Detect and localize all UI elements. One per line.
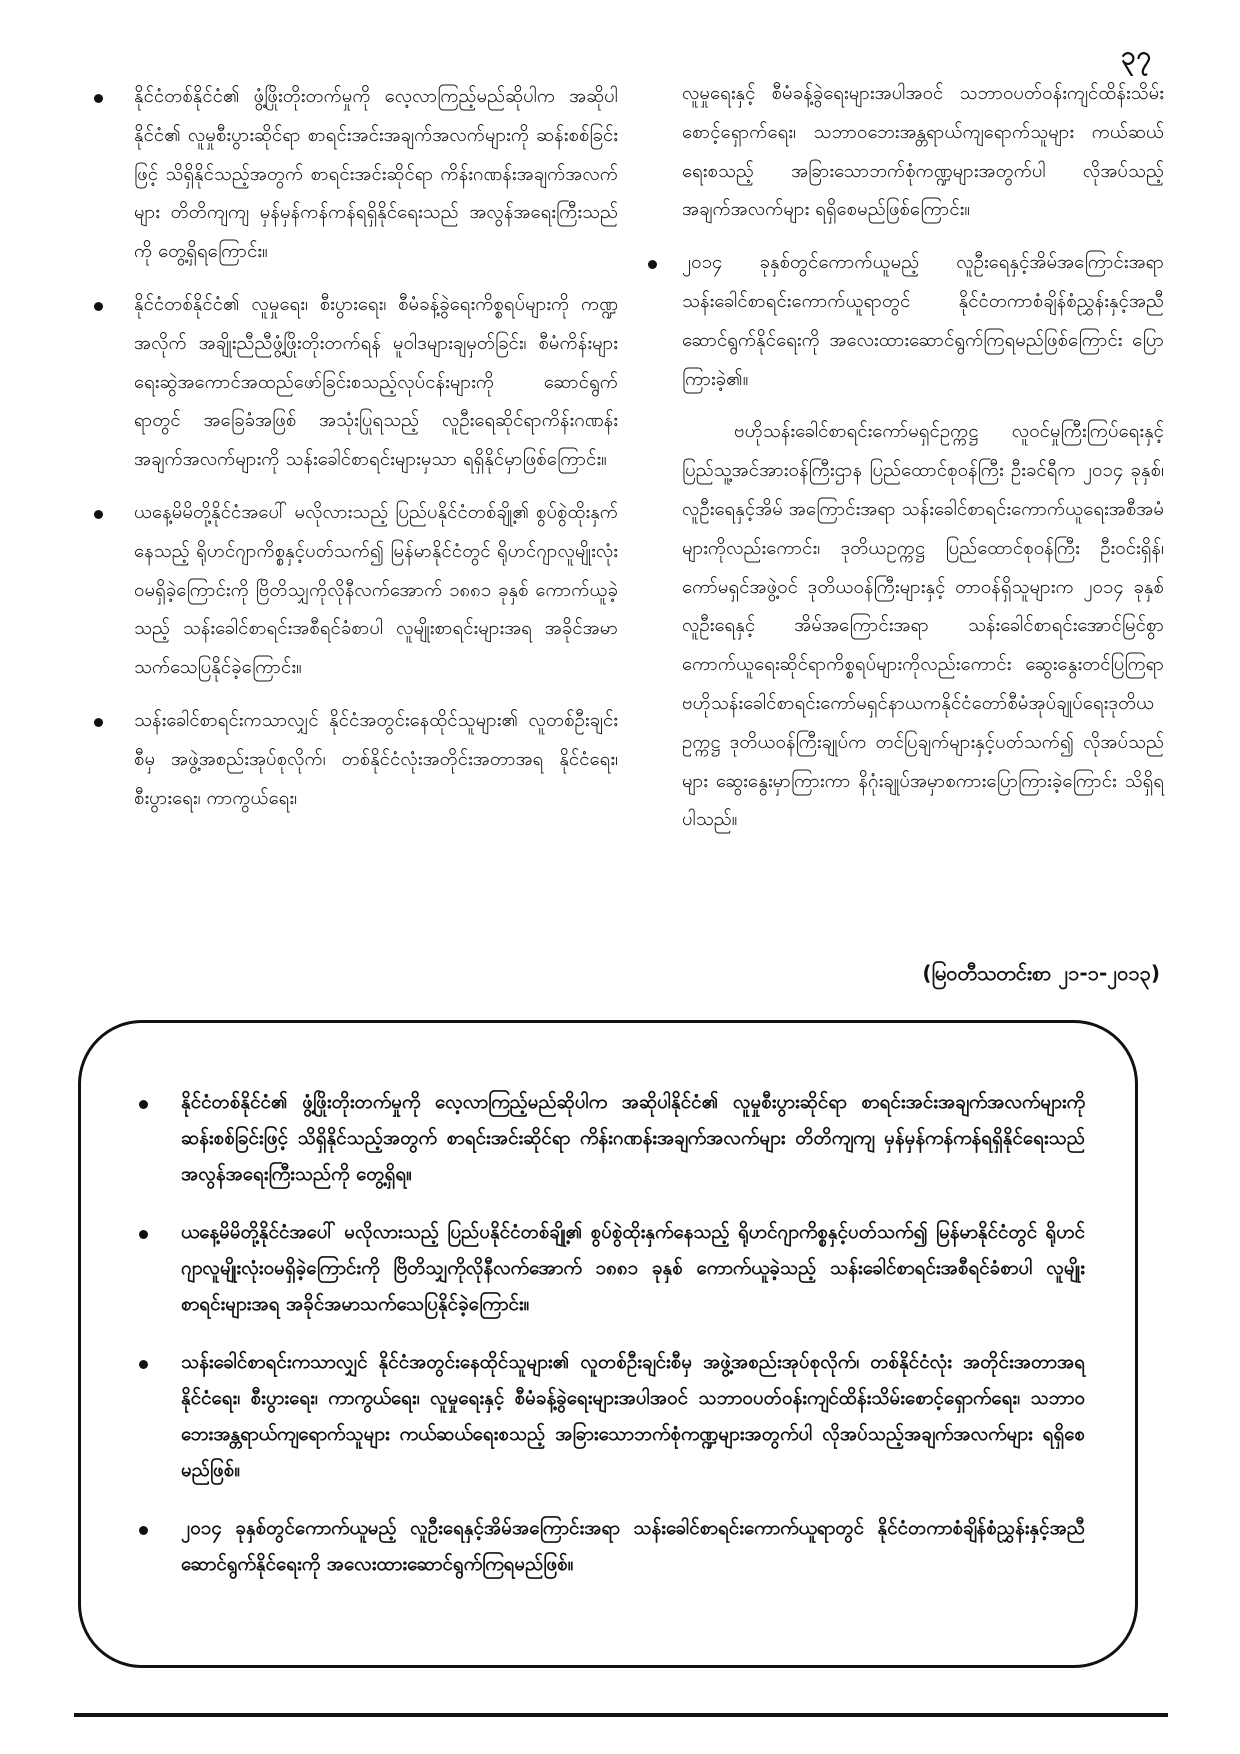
- summary-bullet-list: [131, 1085, 1085, 1583]
- right-column: [648, 75, 1164, 840]
- left-column: [88, 78, 618, 832]
- page-number: ၃၇: [1120, 41, 1152, 71]
- bullet-item: နိုင်ငံတစ်နိုင်ငံ၏ လူမှုရေး၊ စီးပွားရေး၊ စီမံခန့်ခွဲရေးကိစ္စရပ်များကို ကဏ္ဍအလိုက် အချိုးညီညီဖွံ့ဖြိုးတိုးတက်ရန် မူဝါဒများချမှတ်ခြင်း၊ စီမံကိန်းများရေးဆွဲအကောင်အထည်ဖော်ခြင်းစသည့်လုပ်ငန်းများကို ဆောင်ရွက်ရာတွင် အခြေခံအဖြစ် အသုံးပြုရသည့် လူဦးရေဆိုင်ရာကိန်းဂဏန်းအချက်အလက်များကို သန်းခေါင်စာရင်းများမှသာ ရရှိနိုင်မှာဖြစ်ကြောင်း။: [88, 286, 618, 480]
- left-bullet-list: [88, 78, 618, 818]
- right-bullet-list: [648, 244, 1164, 399]
- bullet-item: ၂၀၁၄ ခုနှစ်တွင်ကောက်ယူမည့် လူဦးရေနှင့်အိမ်အကြောင်းအရာ သန်းခေါင်စာရင်းကောက်ယူရာတွင် နိုင်ငံတကာစံချိန်စံညွှန်းနှင့်အညီ ဆောင်ရွက်နိုင်ရေးကို အလေးထားဆောင်ရွက်ကြရမည်ဖြစ်ကြောင်း ပြောကြားခဲ့၏။: [648, 244, 1164, 399]
- bullet-item: ယနေ့မိမိတို့နိုင်ငံအပေါ် မလိုလားသည့် ပြည်ပနိုင်ငံတစ်ချို့၏ စွပ်စွဲထိုးနှက်နေသည့် ရိုဟင်ဂျာကိစ္စနှင့်ပတ်သက်၍ မြန်မာနိုင်ငံတွင် ရိုဟင်ဂျာလူမျိုးလုံးဝမရှိခဲ့ကြောင်းကို ဗြိတိသျှကိုလိုနီလက်အောက် ၁၈၈၁ ခုနှစ် ကောက်ယူခဲ့သည့် သန်းခေါင်စာရင်းအစီရင်ခံစာပါ လူမျိုးစာရင်းများအရ အခိုင်အမာသက်သေပြနိုင်ခဲ့ကြောင်း။: [88, 494, 618, 688]
- continued-paragraph: လူမှုရေးနှင့် စီမံခန့်ခွဲရေးများအပါအဝင် သဘာဝပတ်ဝန်းကျင်ထိန်းသိမ်းစောင့်ရှောက်ရေး၊ သဘာဝဘေးအန္တရာယ်ကျရောက်သူများ ကယ်ဆယ်ရေးစသည့် အခြားသောဘက်စုံကဏ္ဍများအတွက်ပါ လိုအပ်သည့်အချက်အလက်များ ရရှိစေမည်ဖြစ်ကြောင်း။: [682, 83, 1164, 221]
- body-paragraph: ဗဟိုသန်းခေါင်စာရင်းကော်မရှင်ဥက္ကဋ္ဌ လူဝင်မှုကြီးကြပ်ရေးနှင့်ပြည်သူ့အင်အားဝန်ကြီးဌာန ပြည်ထောင်စုဝန်ကြီး ဦးခင်ရီက ၂၀၁၄ ခုနှစ်၊ လူဦးရေနှင့်အိမ် အကြောင်းအရာ သန်းခေါင်စာရင်းကောက်ယူရေးအစီအမံများကိုလည်းကောင်း၊ ဒုတိယဥက္ကဋ္ဌ ပြည်ထောင်စုဝန်ကြီး ဦးဝင်းရှိန်၊ ကော်မရှင်အဖွဲ့ဝင် ဒုတိယဝန်ကြီးများနှင့် တာဝန်ရှိသူများက ၂၀၁၄ ခုနှစ် လူဦးရေနှင့် အိမ်အကြောင်းအရာ သန်းခေါင်စာရင်းအောင်မြင်စွာ ကောက်ယူရေးဆိုင်ရာကိစ္စရပ်များကိုလည်းကောင်း ဆွေးနွေးတင်ပြကြရာ ဗဟိုသန်းခေါင်စာရင်းကော်မရှင်နာယကနိုင်ငံတော်စီမံအုပ်ချုပ်ရေးဒုတိယဥက္ကဋ္ဌ ဒုတိယဝန်ကြီးချုပ်က တင်ပြချက်များနှင့်ပတ်သက်၍ လိုအပ်သည်များ ဆွေးနွေးမှာကြားကာ နိဂုံးချုပ်အမှာစကားပြောကြားခဲ့ကြောင်း သိရှိရပါသည်။: [682, 421, 1164, 831]
- summary-bullet-item: ၂၀၁၄ ခုနှစ်တွင်ကောက်ယူမည့် လူဦးရေနှင့်အိမ်အကြောင်းအရာ သန်းခေါင်စာရင်းကောက်ယူရာတွင် နိုင်ငံတကာစံချိန်စံညွှန်းနှင့်အညီ ဆောင်ရွက်နိုင်ရေးကို အလေးထားဆောင်ရွက်ကြရမည်ဖြစ်။: [131, 1511, 1085, 1583]
- summary-box: [78, 1020, 1138, 1668]
- bottom-divider: [74, 1713, 1168, 1717]
- summary-bullet-item: နိုင်ငံတစ်နိုင်ငံ၏ ဖွံ့ဖြိုးတိုးတက်မှုကို လေ့လာကြည့်မည်ဆိုပါက အဆိုပါနိုင်ငံ၏ လူမှုစီးပွားဆိုင်ရာ စာရင်းအင်းအချက်အလက်များကို ဆန်းစစ်ခြင်းဖြင့် သိရှိနိုင်သည့်အတွက် စာရင်းအင်းဆိုင်ရာ ကိန်းဂဏန်းအချက်အလက်များ တိတိကျကျ မှန်မှန်ကန်ကန်ရရှိနိုင်ရေးသည် အလွန်အရေးကြီးသည်ကို တွေ့ရှိရ။: [131, 1085, 1085, 1193]
- bullet-item: နိုင်ငံတစ်နိုင်ငံ၏ ဖွံ့ဖြိုးတိုးတက်မှုကို လေ့လာကြည့်မည်ဆိုပါက အဆိုပါနိုင်ငံ၏ လူမှုစီးပွားဆိုင်ရာ စာရင်းအင်းအချက်အလက်များကို ဆန်းစစ်ခြင်းဖြင့် သိရှိနိုင်သည့်အတွက် စာရင်းအင်းဆိုင်ရာ ကိန်းဂဏန်းအချက်အလက်များ တိတိကျကျ မှန်မှန်ကန်ကန်ရရှိနိုင်ရေးသည် အလွန်အရေးကြီးသည်ကို တွေ့ရှိရကြောင်း။: [88, 78, 618, 272]
- summary-bullet-item: ယနေ့မိမိတို့နိုင်ငံအပေါ် မလိုလားသည့် ပြည်ပနိုင်ငံတစ်ချို့၏ စွပ်စွဲထိုးနှက်နေသည့် ရိုဟင်ဂျာကိစ္စနှင့်ပတ်သက်၍ မြန်မာနိုင်ငံတွင် ရိုဟင်ဂျာလူမျိုးလုံးဝမရှိခဲ့ကြောင်းကို ဗြိတိသျှကိုလိုနီလက်အောက် ၁၈၈၁ ခုနှစ် ကောက်ယူခဲ့သည့် သန်းခေါင်စာရင်းအစီရင်ခံစာပါ လူမျိုးစာရင်းများအရ အခိုင်အမာသက်သေပြနိုင်ခဲ့ကြောင်း။: [131, 1215, 1085, 1323]
- summary-bullet-item: သန်းခေါင်စာရင်းကသာလျှင် နိုင်ငံအတွင်းနေထိုင်သူများ၏ လူတစ်ဦးချင်းစီမှ အဖွဲ့အစည်းအုပ်စုလိုက်၊ တစ်နိုင်ငံလုံး အတိုင်းအတာအရ နိုင်ငံရေး၊ စီးပွားရေး၊ ကာကွယ်ရေး၊ လူမှုရေးနှင့် စီမံခန့်ခွဲရေးများအပါအဝင် သဘာဝပတ်ဝန်းကျင်ထိန်းသိမ်းစောင့်ရှောက်ရေး၊ သဘာဝဘေးအန္တရာယ်ကျရောက်သူများ ကယ်ဆယ်ရေးစသည့် အခြားသောဘက်စုံကဏ္ဍများအတွက်ပါ လိုအပ်သည့်အချက်အလက်များ ရရှိစေမည်ဖြစ်။: [131, 1345, 1085, 1489]
- source-citation: (မြဝတီသတင်းစာ ၂၁-၁-၂၀၁၃): [922, 961, 1160, 985]
- bullet-item: သန်းခေါင်စာရင်းကသာလျှင် နိုင်ငံအတွင်းနေထိုင်သူများ၏ လူတစ်ဦးချင်းစီမှ အဖွဲ့အစည်းအုပ်စုလိုက်၊ တစ်နိုင်ငံလုံးအတိုင်းအတာအရ နိုင်ငံရေး၊ စီးပွားရေး၊ ကာကွယ်ရေး၊: [88, 702, 618, 818]
